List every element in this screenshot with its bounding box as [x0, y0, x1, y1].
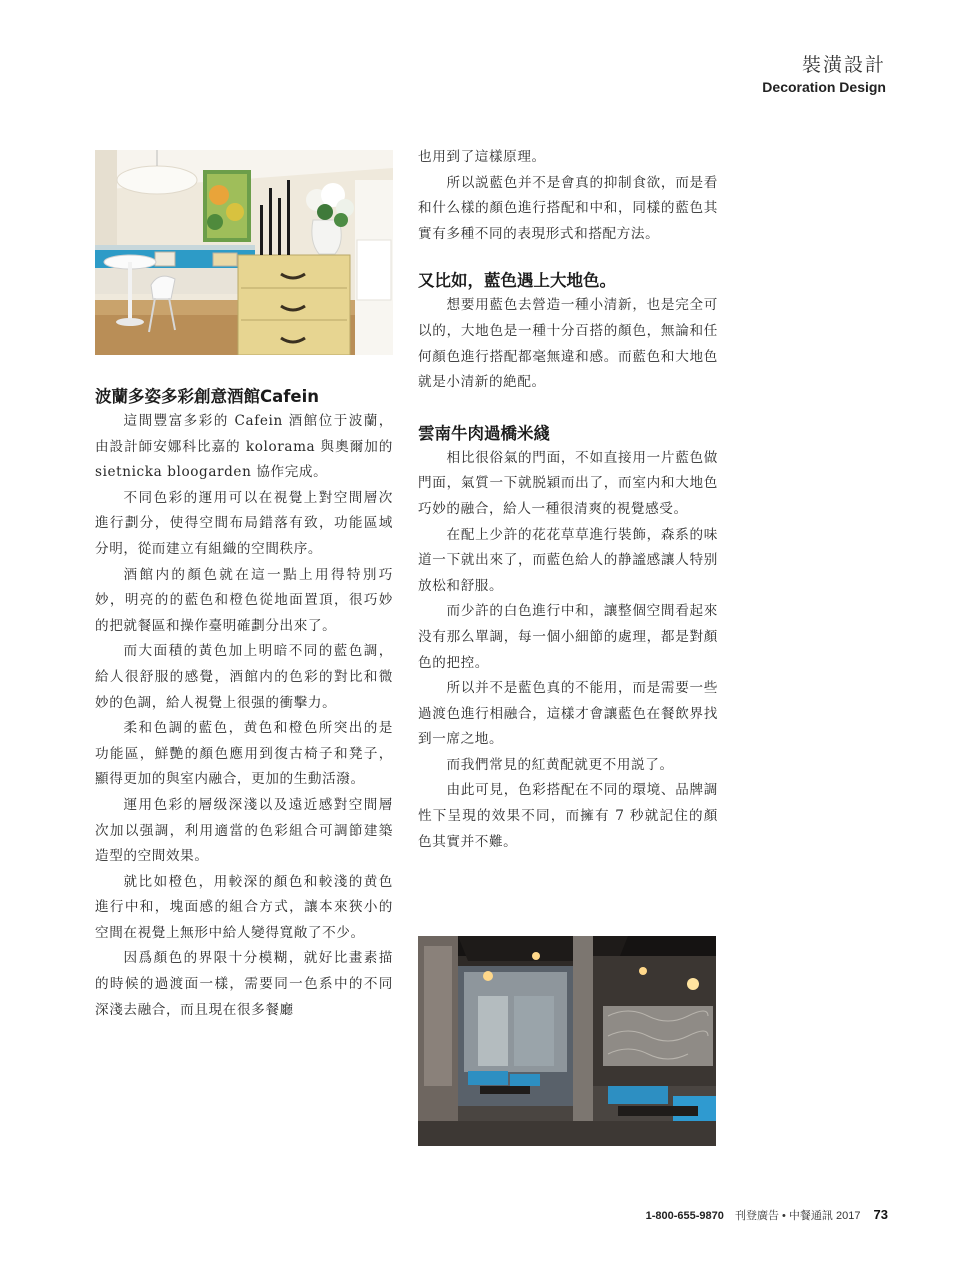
- restaurant-interior-photo: [418, 936, 716, 1146]
- body-paragraph: 在配上少許的花花草草進行裝飾，森系的味道一下就出來了，而藍色給人的静謐感讓人特别放松和舒服。: [418, 526, 718, 594]
- body-paragraph: 因爲顏色的界限十分模糊，就好比畫素描的時候的過渡面一樣，需要同一色系中的不同深淺去融合，而且現在很多餐廳: [95, 950, 393, 1018]
- body-paragraph: 相比很俗氣的門面，不如直接用一片藍色做門面，氣質一下就脱穎而出了，而室内和大地色巧妙的融合，給人一種很清爽的視覺感受。: [418, 449, 718, 517]
- body-paragraph: 而大面積的黃色加上明暗不同的藍色調，給人很舒服的感覺，酒館内的色彩的對比和微妙的色調，給人視覺上很强的衝擊力。: [95, 643, 393, 711]
- body-paragraph: 而少許的白色進行中和，讓整個空間看起來没有那么單調，每一個小細節的處理，都是對顏色的把控。: [418, 603, 718, 671]
- restaurant-interior-illustration: [418, 936, 716, 1146]
- body-paragraph: 所以説藍色并不是會真的抑制食欲，而是看和什么樣的顏色進行搭配和中和，同樣的藍色其實有多種不同的表現形式和搭配方法。: [418, 174, 718, 242]
- body-paragraph: 柔和色調的藍色，黄色和橙色所突出的是功能區，鮮艷的顏色應用到復古椅子和凳子，顯得更加的與室内融合，更加的生動活潑。: [95, 720, 393, 788]
- left-column: [95, 150, 393, 1023]
- page-footer: [646, 1207, 888, 1223]
- body-paragraph: 所以并不是藍色真的不能用，而是需要一些過渡色進行相融合，這樣才會讓藍色在餐飲界找到一席之地。: [418, 680, 718, 748]
- body-paragraph: 而我們常見的紅黄配就更不用説了。: [446, 756, 674, 773]
- body-paragraph: 不同色彩的運用可以在視覺上對空間層次進行劃分，使得空間布局錯落有致，功能區域分明，從而建立有組織的空間秩序。: [95, 489, 393, 557]
- body-paragraph: 運用色彩的層级深淺以及遠近感對空間層次加以强調，利用適當的色彩組合可調節建築造型的空間效果。: [95, 796, 393, 865]
- section-header: [762, 50, 886, 95]
- body-paragraph: 也用到了這樣原理。: [418, 149, 546, 165]
- body-paragraph: 由此可見，色彩搭配在不同的環境、品牌調性下呈現的效果不同，而擁有 7 秒就記住的顏色其實并不難。: [418, 782, 718, 850]
- cafein-interior-illustration: [95, 150, 393, 355]
- right-column: [418, 145, 718, 855]
- cafein-heading: 波蘭多姿多彩創意酒館Cafein: [95, 387, 320, 406]
- earth-tone-heading: 又比如，藍色遇上大地色。: [418, 271, 616, 291]
- advert-phone: 1-800-655-9870: [645, 1210, 724, 1222]
- yunnan-heading: 雲南牛肉過橋米綫: [418, 423, 550, 443]
- body-paragraph: 想要用藍色去營造一種小清新，也是完全可以的，大地色是一種十分百搭的顏色，無論和任何顏色進行搭配都毫無違和感。而藍色和大地色就是小清新的絶配。: [418, 297, 718, 391]
- section-title-en: Decoration Design: [762, 79, 886, 95]
- body-paragraph: 就比如橙色，用較深的顏色和較淺的黄色進行中和，塊面感的組合方式，讓本來狹小的空間在視覺上無形中給人變得寬敞了不少。: [95, 873, 393, 941]
- cafein-interior-photo: [95, 150, 393, 355]
- section-title-zh: 裝潢設計: [801, 54, 886, 76]
- page-number: 73: [873, 1207, 888, 1222]
- body-paragraph: 這間豐富多彩的 Cafein 酒館位于波蘭，由設計師安娜科比嘉的 kolorama 與奧爾加的 sietnicka bloogarden 協作完成。: [95, 413, 393, 481]
- body-paragraph: 酒館内的顏色就在這一點上用得特別巧妙，明亮的的藍色和橙色從地面置頂，很巧妙的把就餐區和操作臺明確劃分出來了。: [95, 566, 393, 634]
- publication-info: 刊登廣告 • 中餐通訊 2017: [734, 1210, 861, 1222]
